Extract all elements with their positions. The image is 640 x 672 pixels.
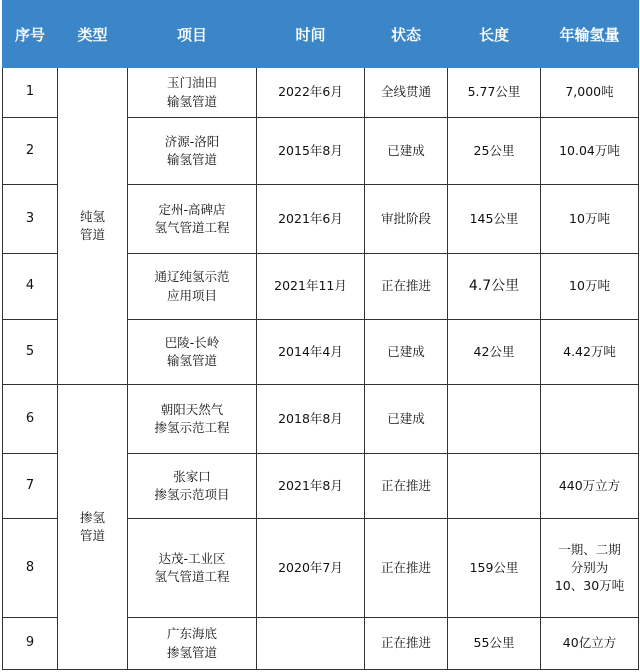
length-cell — [448, 454, 541, 519]
status-cell: 正在推进 — [365, 454, 448, 519]
length-cell: 5.77公里 — [448, 68, 541, 118]
project-line: 应用项目 — [166, 287, 217, 303]
project-line: 掺氢示范工程 — [154, 420, 230, 435]
project-cell — [128, 68, 257, 118]
volume-line: 10万吨 — [569, 210, 610, 226]
volume-cell — [541, 68, 639, 118]
project-line: 定州-高碑店 — [158, 201, 226, 217]
row-number: 7 — [3, 454, 58, 519]
row-number: 4 — [3, 254, 58, 320]
type-label-line: 纯氢 — [79, 208, 105, 224]
volume-line: 440万立方 — [558, 477, 621, 493]
project-line: 朝阳天然气 — [160, 401, 224, 417]
volume-cell — [541, 454, 639, 519]
volume-cell — [541, 118, 639, 185]
volume-line: 分别为 — [570, 559, 609, 575]
time-cell: 2022年6月 — [257, 68, 365, 118]
header-no: 序号 — [3, 1, 58, 68]
header-volume: 年输氢量 — [541, 1, 639, 68]
time-cell: 2018年8月 — [257, 385, 365, 454]
project-cell — [128, 519, 257, 618]
time-cell — [257, 618, 365, 670]
row-number: 9 — [3, 618, 58, 670]
status-cell: 已建成 — [365, 385, 448, 454]
volume-line: 10万吨 — [569, 278, 610, 294]
type-label-line: 管道 — [79, 528, 105, 543]
project-line: 输氢管道 — [166, 353, 217, 368]
type-label-line: 管道 — [79, 227, 105, 242]
time-cell: 2014年4月 — [257, 320, 365, 385]
project-cell — [128, 320, 257, 385]
project-line: 输氢管道 — [166, 152, 217, 167]
project-line: 输氢管道 — [166, 93, 217, 109]
header-time: 时间 — [257, 1, 365, 68]
project-line: 氢气管道工程 — [154, 569, 230, 584]
project-line: 广东海底 — [166, 626, 217, 642]
type-cell-blended-hydrogen — [58, 385, 128, 670]
volume-line: 7,000吨 — [565, 84, 614, 100]
length-cell: 42公里 — [448, 320, 541, 385]
status-cell: 已建成 — [365, 118, 448, 185]
project-line: 掺氢示范项目 — [154, 487, 230, 502]
project-cell — [128, 185, 257, 254]
length-cell: 25公里 — [448, 118, 541, 185]
project-cell — [128, 618, 257, 670]
volume-cell — [541, 385, 639, 454]
status-cell: 正在推进 — [365, 519, 448, 618]
header-status: 状态 — [365, 1, 448, 68]
time-cell: 2015年8月 — [257, 118, 365, 185]
row-number: 1 — [3, 68, 58, 118]
hydrogen-pipeline-table — [2, 0, 639, 670]
header-type: 类型 — [58, 1, 128, 68]
length-cell: 145公里 — [448, 185, 541, 254]
project-line: 张家口 — [173, 468, 211, 484]
status-cell: 已建成 — [365, 320, 448, 385]
length-cell — [448, 385, 541, 454]
volume-line: 10.04万吨 — [559, 142, 620, 158]
project-line: 氢气管道工程 — [154, 220, 230, 235]
volume-line: 一期、二期 — [558, 541, 621, 557]
status-cell: 正在推进 — [365, 618, 448, 670]
project-cell — [128, 385, 257, 454]
volume-cell — [541, 254, 639, 320]
volume-cell — [541, 618, 639, 670]
header-row — [3, 1, 639, 68]
volume-line: 40亿立方 — [562, 635, 617, 651]
header-length: 长度 — [448, 1, 541, 68]
row-number: 6 — [3, 385, 58, 454]
project-cell — [128, 118, 257, 185]
header-project: 项目 — [128, 1, 257, 68]
row-number: 2 — [3, 118, 58, 185]
time-cell: 2021年8月 — [257, 454, 365, 519]
project-cell — [128, 454, 257, 519]
status-cell: 审批阶段 — [365, 185, 448, 254]
length-cell: 159公里 — [448, 519, 541, 618]
status-cell: 正在推进 — [365, 254, 448, 320]
time-cell: 2020年7月 — [257, 519, 365, 618]
table-row — [3, 68, 639, 118]
project-line: 达茂-工业区 — [158, 550, 226, 566]
volume-cell — [541, 519, 639, 618]
status-cell: 全线贯通 — [365, 68, 448, 118]
project-line: 济源-洛阳 — [164, 133, 220, 149]
type-label-line: 掺氢 — [79, 509, 105, 525]
project-line: 巴陵-长岭 — [164, 334, 220, 350]
volume-cell — [541, 185, 639, 254]
length-cell: 55公里 — [448, 618, 541, 670]
project-line: 掺氢管道 — [166, 644, 217, 660]
row-number: 8 — [3, 519, 58, 618]
volume-line: 4.42万吨 — [563, 343, 616, 359]
table-row — [3, 385, 639, 454]
volume-line: 10、30万吨 — [554, 578, 625, 594]
type-cell-pure-hydrogen — [58, 68, 128, 385]
project-line: 通辽纯氢示范 — [154, 269, 230, 285]
project-cell — [128, 254, 257, 320]
row-number: 5 — [3, 320, 58, 385]
row-number: 3 — [3, 185, 58, 254]
length-cell: 4.7公里 — [448, 254, 541, 320]
time-cell: 2021年6月 — [257, 185, 365, 254]
project-line: 玉门油田 — [166, 75, 217, 91]
time-cell: 2021年11月 — [257, 254, 365, 320]
volume-cell — [541, 320, 639, 385]
